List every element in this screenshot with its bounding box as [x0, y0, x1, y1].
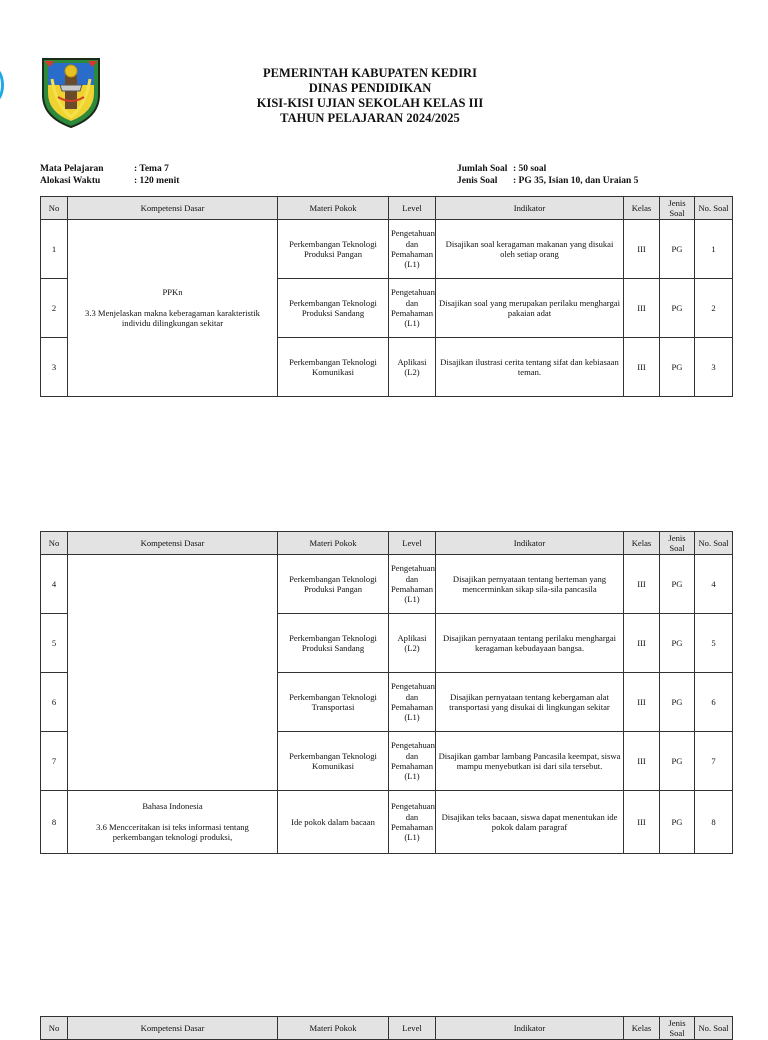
cell-kelas: III	[624, 614, 660, 673]
cell-materi: Ide pokok dalam bacaan	[278, 791, 389, 854]
col-jenis-soal: Jenis Soal	[660, 532, 695, 555]
col-no-soal: No. Soal	[695, 1017, 733, 1040]
cell-level: Pengetahuan dan Pemahaman (L1)	[389, 791, 436, 854]
col-materi-pokok: Materi Pokok	[278, 197, 389, 220]
col-kelas: Kelas	[624, 1017, 660, 1040]
col-jenis-soal: Jenis Soal	[660, 1017, 695, 1040]
cell-indikator: Disajikan pernyataan tentang perilaku menghargai keragaman kebudayaan bangsa.	[436, 614, 624, 673]
cell-jenis: PG	[660, 614, 695, 673]
cell-materi: Perkembangan Teknologi Komunikasi	[278, 732, 389, 791]
col-materi-pokok: Materi Pokok	[278, 1017, 389, 1040]
cell-level: Pengetahuan dan Pemahaman (L1)	[389, 279, 436, 338]
cell-level: Pengetahuan dan Pemahaman (L1)	[389, 732, 436, 791]
page-edge-mark	[0, 68, 4, 102]
alokasi-label: Alokasi Waktu	[40, 175, 101, 186]
header-department: DINAS PENDIDIKAN	[308, 81, 432, 95]
cell-kelas: III	[624, 732, 660, 791]
cell-indikator: Disajikan pernyataan tentang kebergaman alat transportasi yang disukai di lingkungan sekitar	[436, 673, 624, 732]
col-materi-pokok: Materi Pokok	[278, 532, 389, 555]
cell-no: 2	[41, 279, 68, 338]
kd-subject: PPKn	[162, 287, 183, 298]
cell-no-soal: 8	[695, 791, 733, 854]
col-level: Level	[389, 532, 436, 555]
col-kompetensi-dasar: Kompetensi Dasar	[68, 1017, 278, 1040]
col-level: Level	[389, 197, 436, 220]
cell-jenis: PG	[660, 555, 695, 614]
mapel-label: Mata Pelajaran	[40, 164, 104, 174]
cell-materi: Perkembangan Teknologi Transportasi	[278, 673, 389, 732]
meta-right	[457, 164, 638, 187]
cell-no: 6	[41, 673, 68, 732]
header-government: PEMERINTAH KABUPATEN KEDIRI	[263, 66, 477, 80]
kisi-table-2	[40, 531, 733, 854]
cell-indikator: Disajikan teks bacaan, siswa dapat menentukan ide pokok dalam paragraf	[436, 791, 624, 854]
cell-jenis: PG	[660, 732, 695, 791]
cell-level: Pengetahuan dan Pemahaman (L1)	[389, 555, 436, 614]
cell-kompetensi-dasar	[68, 555, 278, 791]
cell-no-soal: 4	[695, 555, 733, 614]
alokasi-value: : 120 menit	[134, 175, 180, 186]
jenis-value: : PG 35, Isian 10, dan Uraian 5	[513, 175, 639, 186]
table-header-row	[41, 532, 733, 555]
header-doc-title: KISI-KISI UJIAN SEKOLAH KELAS III	[256, 96, 484, 110]
cell-jenis: PG	[660, 220, 695, 279]
col-kompetensi-dasar: Kompetensi Dasar	[68, 532, 278, 555]
cell-no: 7	[41, 732, 68, 791]
cell-kelas: III	[624, 791, 660, 854]
cell-kelas: III	[624, 338, 660, 397]
document-header	[200, 66, 540, 126]
col-no-soal: No. Soal	[695, 197, 733, 220]
cell-indikator: Disajikan gambar lambang Pancasila keempat, siswa mampu menyebutkan isi dari sila tersebut.	[436, 732, 624, 791]
col-kompetensi-dasar: Kompetensi Dasar	[68, 197, 278, 220]
col-no: No	[41, 1017, 68, 1040]
cell-no: 8	[41, 791, 68, 854]
table-row	[41, 555, 733, 614]
cell-indikator: Disajikan soal keragaman makanan yang disukai oleh setiap orang	[436, 220, 624, 279]
kd-subject: Bahasa Indonesia	[142, 801, 203, 812]
table-header-row	[41, 197, 733, 220]
kisi-table-3	[40, 1016, 733, 1040]
col-no: No	[41, 197, 68, 220]
cell-jenis: PG	[660, 791, 695, 854]
kd-description: 3.3 Menjelaskan makna keberagaman karakteristik individu dilingkungan sekitar	[85, 307, 260, 329]
meta-left	[40, 164, 179, 187]
cell-materi: Perkembangan Teknologi Produksi Sandang	[278, 614, 389, 673]
kabupaten-kediri-logo	[40, 55, 102, 129]
cell-no-soal: 5	[695, 614, 733, 673]
cell-no-soal: 7	[695, 732, 733, 791]
cell-kompetensi-dasar	[68, 220, 278, 397]
cell-jenis: PG	[660, 338, 695, 397]
table-header-row	[41, 1017, 733, 1040]
cell-level: Pengetahuan dan Pemahaman (L1)	[389, 220, 436, 279]
kd-description: 3.6 Mencceritakan isi teks informasi tentang perkembangan teknologi produksi,	[96, 821, 249, 843]
cell-kelas: III	[624, 279, 660, 338]
cell-no-soal: 2	[695, 279, 733, 338]
cell-level: Aplikasi (L2)	[389, 614, 436, 673]
cell-indikator: Disajikan soal yang merupakan perilaku menghargai pakaian adat	[436, 279, 624, 338]
cell-indikator: Disajikan ilustrasi cerita tentang sifat dan kebiasaan teman.	[436, 338, 624, 397]
table-row	[41, 791, 733, 854]
col-indikator: Indikator	[436, 1017, 624, 1040]
cell-no-soal: 1	[695, 220, 733, 279]
col-no-soal: No. Soal	[695, 532, 733, 555]
cell-no-soal: 6	[695, 673, 733, 732]
jumlah-value: : 50 soal	[513, 164, 547, 174]
col-jenis-soal: Jenis Soal	[660, 197, 695, 220]
kisi-table-1	[40, 196, 733, 397]
col-indikator: Indikator	[436, 197, 624, 220]
cell-no-soal: 3	[695, 338, 733, 397]
cell-kelas: III	[624, 555, 660, 614]
cell-jenis: PG	[660, 673, 695, 732]
table-row	[41, 220, 733, 279]
cell-materi: Perkembangan Teknologi Komunikasi	[278, 338, 389, 397]
cell-kelas: III	[624, 673, 660, 732]
cell-kelas: III	[624, 220, 660, 279]
jumlah-label: Jumlah Soal	[457, 164, 508, 174]
cell-kompetensi-dasar	[68, 791, 278, 854]
cell-no: 1	[41, 220, 68, 279]
cell-level: Aplikasi (L2)	[389, 338, 436, 397]
cell-indikator: Disajikan pernyataan tentang berteman yang mencerminkan sikap sila-sila pancasila	[436, 555, 624, 614]
col-indikator: Indikator	[436, 532, 624, 555]
cell-no: 4	[41, 555, 68, 614]
col-no: No	[41, 532, 68, 555]
cell-level: Pengetahuan dan Pemahaman (L1)	[389, 673, 436, 732]
cell-materi: Perkembangan Teknologi Produksi Pangan	[278, 555, 389, 614]
header-school-year: TAHUN PELAJARAN 2024/2025	[280, 111, 460, 125]
col-kelas: Kelas	[624, 532, 660, 555]
cell-materi: Perkembangan Teknologi Produksi Sandang	[278, 279, 389, 338]
mapel-value: : Tema 7	[134, 164, 169, 174]
cell-jenis: PG	[660, 279, 695, 338]
col-level: Level	[389, 1017, 436, 1040]
cell-no: 5	[41, 614, 68, 673]
col-kelas: Kelas	[624, 197, 660, 220]
jenis-label: Jenis Soal	[457, 175, 498, 186]
cell-materi: Perkembangan Teknologi Produksi Pangan	[278, 220, 389, 279]
cell-no: 3	[41, 338, 68, 397]
